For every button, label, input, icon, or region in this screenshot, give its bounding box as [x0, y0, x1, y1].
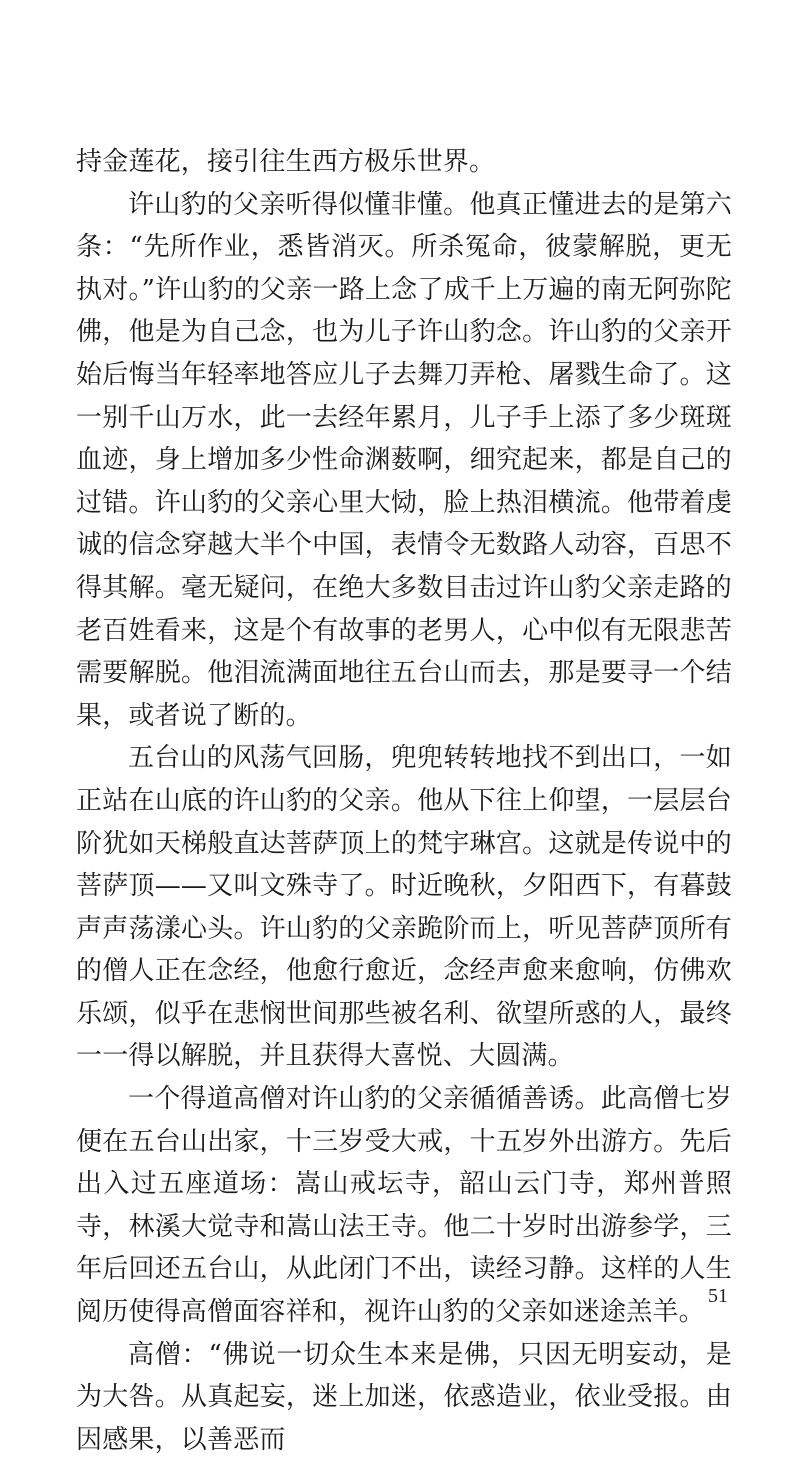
- body-text: [76, 141, 732, 1461]
- paragraph-4: 一个得道高僧对许山豹的父亲循循善诱。此高僧七岁便在五台山出家，十三岁受大戒，十五岁外出游方。先后出入过五座道场：嵩山戒坛寺，韶山云门寺，郑州普照寺，林溪大觉寺和嵩山法王寺。他二十岁时出游参学，三年后回还五台山，从此闭门不出，读经习静。这样的人生阅历使得高僧面容祥和，视许山豹的父亲如迷途羔羊。: [76, 1084, 732, 1328]
- paragraph-5: 高僧：“佛说一切众生本来是佛，只因无明妄动，是为大咎。从真起妄，迷上加迷，依惑造业，依业受报。由因感果，以善恶而: [76, 1339, 732, 1455]
- page-number: 51: [708, 1285, 728, 1307]
- paragraph-3: 五台山的风荡气回肠，兜兜转转地找不到出口，一如正站在山底的许山豹的父亲。他从下往上仰望，一层层台阶犹如天梯般直达菩萨顶上的梵宇琳宫。这就是传说中的菩萨顶——又叫文殊寺了。时近晚秋，夕阳西下，有暮鼓声声荡漾心头。许山豹的父亲跪阶而上，听见菩萨顶所有的僧人正在念经，他愈行愈近，念经声愈来愈响，仿佛欢乐颂，似乎在悲悯世间那些被名利、欲望所惑的人，最终一一得以解脱，并且获得大喜悦、大圆满。: [76, 743, 732, 1072]
- paragraph-1: 持金莲花，接引往生西方极乐世界。: [76, 147, 496, 177]
- paragraph-2: 许山豹的父亲听得似懂非懂。他真正懂进去的是第六条：“先所作业，悉皆消灭。所杀冤命，彼蒙解脱，更无执对。”许山豹的父亲一路上念了成千上万遍的南无阿弥陀佛，他是为自己念，也为儿子许山豹念。许山豹的父亲开始后悔当年轻率地答应儿子去舞刀弄枪、屠戮生命了。这一别千山万水，此一去经年累月，儿子手上添了多少斑斑血迹，身上增加多少性命渊薮啊，细究起来，都是自己的过错。许山豹的父亲心里大恸，脸上热泪横流。他带着虔诚的信念穿越大半个中国，表情令无数路人动容，百思不得其解。毫无疑问，在绝大多数目击过许山豹父亲走路的老百姓看来，这是个有故事的老男人，心中似有无限悲苦需要解脱。他泪流满面地往五台山而去，那是要寻一个结果，或者说了断的。: [76, 189, 732, 731]
